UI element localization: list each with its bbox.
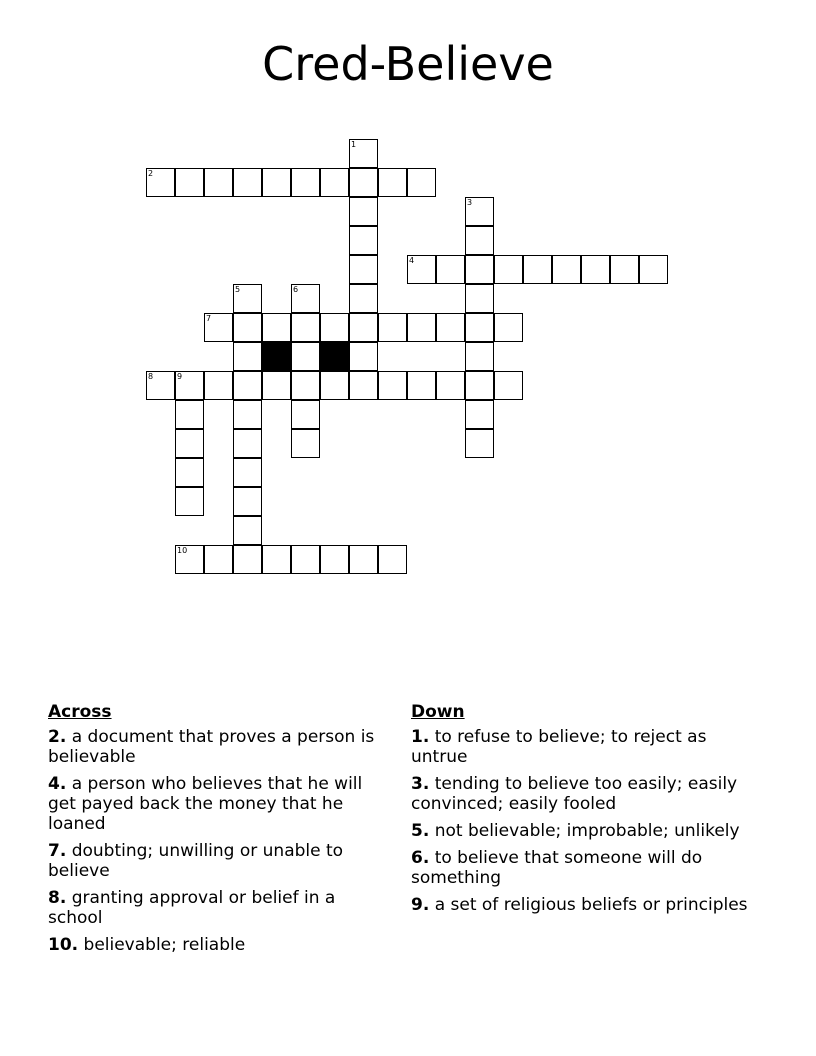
- grid-cell[interactable]: [349, 313, 378, 342]
- grid-cell[interactable]: [204, 371, 233, 400]
- grid-cell[interactable]: [349, 139, 378, 168]
- grid-cell[interactable]: [436, 313, 465, 342]
- clue-number: 7.: [48, 841, 67, 861]
- grid-cell[interactable]: [233, 342, 262, 371]
- grid-cell[interactable]: [465, 255, 494, 284]
- across-clue-4: [48, 774, 388, 834]
- grid-cell[interactable]: [291, 284, 320, 313]
- grid-cell[interactable]: [291, 400, 320, 429]
- grid-cell[interactable]: [262, 313, 291, 342]
- grid-cell[interactable]: [291, 342, 320, 371]
- down-heading: Down: [411, 702, 465, 722]
- down-clue-9: [411, 895, 751, 915]
- grid-cell[interactable]: [175, 487, 204, 516]
- grid-cell[interactable]: [204, 168, 233, 197]
- clue-number: 9.: [411, 895, 430, 915]
- grid-cell[interactable]: [349, 545, 378, 574]
- clue-text: doubting; unwilling or unable to believe: [48, 841, 344, 881]
- black-cell: [262, 342, 291, 371]
- grid-cell[interactable]: [175, 168, 204, 197]
- across-heading: Across: [48, 702, 112, 722]
- grid-cell[interactable]: [320, 313, 349, 342]
- across-clue-10: [48, 935, 388, 955]
- clue-number-label: 9: [177, 372, 183, 381]
- across-clues: [48, 702, 388, 962]
- clue-number-label: 7: [206, 314, 212, 323]
- grid-cell[interactable]: [465, 429, 494, 458]
- grid-cell[interactable]: [378, 168, 407, 197]
- down-clue-3: [411, 774, 751, 814]
- grid-cell[interactable]: [349, 197, 378, 226]
- down-clue-5: [411, 821, 751, 841]
- grid-cell[interactable]: [262, 545, 291, 574]
- grid-cell[interactable]: [233, 168, 262, 197]
- clue-number-label: 2: [148, 169, 154, 178]
- down-clue-6: [411, 848, 751, 888]
- grid-cell[interactable]: [233, 458, 262, 487]
- grid-cell[interactable]: [494, 371, 523, 400]
- clue-number-label: 6: [293, 285, 299, 294]
- clue-number-label: 10: [177, 546, 188, 555]
- grid-cell[interactable]: [581, 255, 610, 284]
- grid-cell[interactable]: [349, 168, 378, 197]
- grid-cell[interactable]: [436, 371, 465, 400]
- grid-cell[interactable]: [378, 371, 407, 400]
- grid-cell[interactable]: [465, 371, 494, 400]
- grid-cell[interactable]: [465, 400, 494, 429]
- grid-cell[interactable]: [465, 313, 494, 342]
- clue-number: 3.: [411, 774, 430, 794]
- clue-number-label: 4: [409, 256, 415, 265]
- down-clues: [411, 702, 751, 922]
- grid-cell[interactable]: [349, 226, 378, 255]
- clue-text: a document that proves a person is believable: [48, 727, 375, 767]
- grid-cell[interactable]: [291, 545, 320, 574]
- clue-number: 1.: [411, 727, 430, 747]
- grid-cell[interactable]: [407, 255, 436, 284]
- grid-cell[interactable]: [320, 168, 349, 197]
- grid-cell[interactable]: [291, 371, 320, 400]
- clue-text: believable; reliable: [83, 935, 246, 955]
- across-clue-2: [48, 727, 388, 767]
- clue-number: 2.: [48, 727, 67, 747]
- grid-cell[interactable]: [465, 197, 494, 226]
- grid-cell[interactable]: [465, 284, 494, 313]
- clue-number: 4.: [48, 774, 67, 794]
- clue-number: 5.: [411, 821, 430, 841]
- clue-text: to believe that someone will do something: [411, 848, 703, 888]
- grid-cell[interactable]: [233, 313, 262, 342]
- grid-cell[interactable]: [494, 313, 523, 342]
- clue-number-label: 3: [467, 198, 473, 207]
- grid-cell[interactable]: [407, 168, 436, 197]
- clue-number-label: 8: [148, 372, 154, 381]
- grid-cell[interactable]: [523, 255, 552, 284]
- grid-cell[interactable]: [378, 313, 407, 342]
- grid-cell[interactable]: [465, 342, 494, 371]
- grid-cell[interactable]: [494, 255, 523, 284]
- grid-cell[interactable]: [175, 400, 204, 429]
- clue-number: 10.: [48, 935, 79, 955]
- grid-cell[interactable]: [204, 545, 233, 574]
- grid-cell[interactable]: [407, 371, 436, 400]
- grid-cell[interactable]: [378, 545, 407, 574]
- grid-cell[interactable]: [349, 284, 378, 313]
- grid-cell[interactable]: [233, 400, 262, 429]
- clue-text: a set of religious beliefs or principles: [434, 895, 748, 915]
- grid-cell[interactable]: [175, 458, 204, 487]
- clue-number: 6.: [411, 848, 430, 868]
- across-clue-8: [48, 888, 388, 928]
- grid-cell[interactable]: [291, 168, 320, 197]
- grid-cell[interactable]: [610, 255, 639, 284]
- grid-cell[interactable]: [407, 313, 436, 342]
- clue-number-label: 1: [351, 140, 357, 149]
- page-title: Cred-Believe: [262, 37, 554, 91]
- grid-cell[interactable]: [233, 545, 262, 574]
- grid-cell[interactable]: [233, 284, 262, 313]
- grid-cell[interactable]: [146, 371, 175, 400]
- grid-cell[interactable]: [291, 313, 320, 342]
- grid-cell[interactable]: [291, 429, 320, 458]
- clue-text: a person who believes that he will get payed back the money that he loaned: [48, 774, 363, 834]
- grid-cell[interactable]: [233, 487, 262, 516]
- grid-cell[interactable]: [436, 255, 465, 284]
- grid-cell[interactable]: [204, 313, 233, 342]
- grid-cell[interactable]: [175, 371, 204, 400]
- down-clue-1: [411, 727, 751, 767]
- grid-cell[interactable]: [262, 371, 291, 400]
- grid-cell[interactable]: [175, 429, 204, 458]
- grid-cell[interactable]: [639, 255, 668, 284]
- grid-cell[interactable]: [233, 371, 262, 400]
- grid-cell[interactable]: [146, 168, 175, 197]
- grid-cell[interactable]: [233, 516, 262, 545]
- grid-cell[interactable]: [320, 371, 349, 400]
- grid-cell[interactable]: [552, 255, 581, 284]
- grid-cell[interactable]: [262, 168, 291, 197]
- clue-text: tending to believe too easily; easily convinced; easily fooled: [411, 774, 738, 814]
- grid-cell[interactable]: [233, 429, 262, 458]
- black-cell: [320, 342, 349, 371]
- grid-cell[interactable]: [349, 371, 378, 400]
- clue-text: to refuse to believe; to reject as untrue: [411, 727, 707, 767]
- across-clue-7: [48, 841, 388, 881]
- grid-cell[interactable]: [349, 342, 378, 371]
- clue-number-label: 5: [235, 285, 241, 294]
- grid-cell[interactable]: [465, 226, 494, 255]
- clue-number: 8.: [48, 888, 67, 908]
- clue-text: not believable; improbable; unlikely: [434, 821, 740, 841]
- grid-cell[interactable]: [175, 545, 204, 574]
- grid-cell[interactable]: [320, 545, 349, 574]
- grid-cell[interactable]: [349, 255, 378, 284]
- clue-text: granting approval or belief in a school: [48, 888, 336, 928]
